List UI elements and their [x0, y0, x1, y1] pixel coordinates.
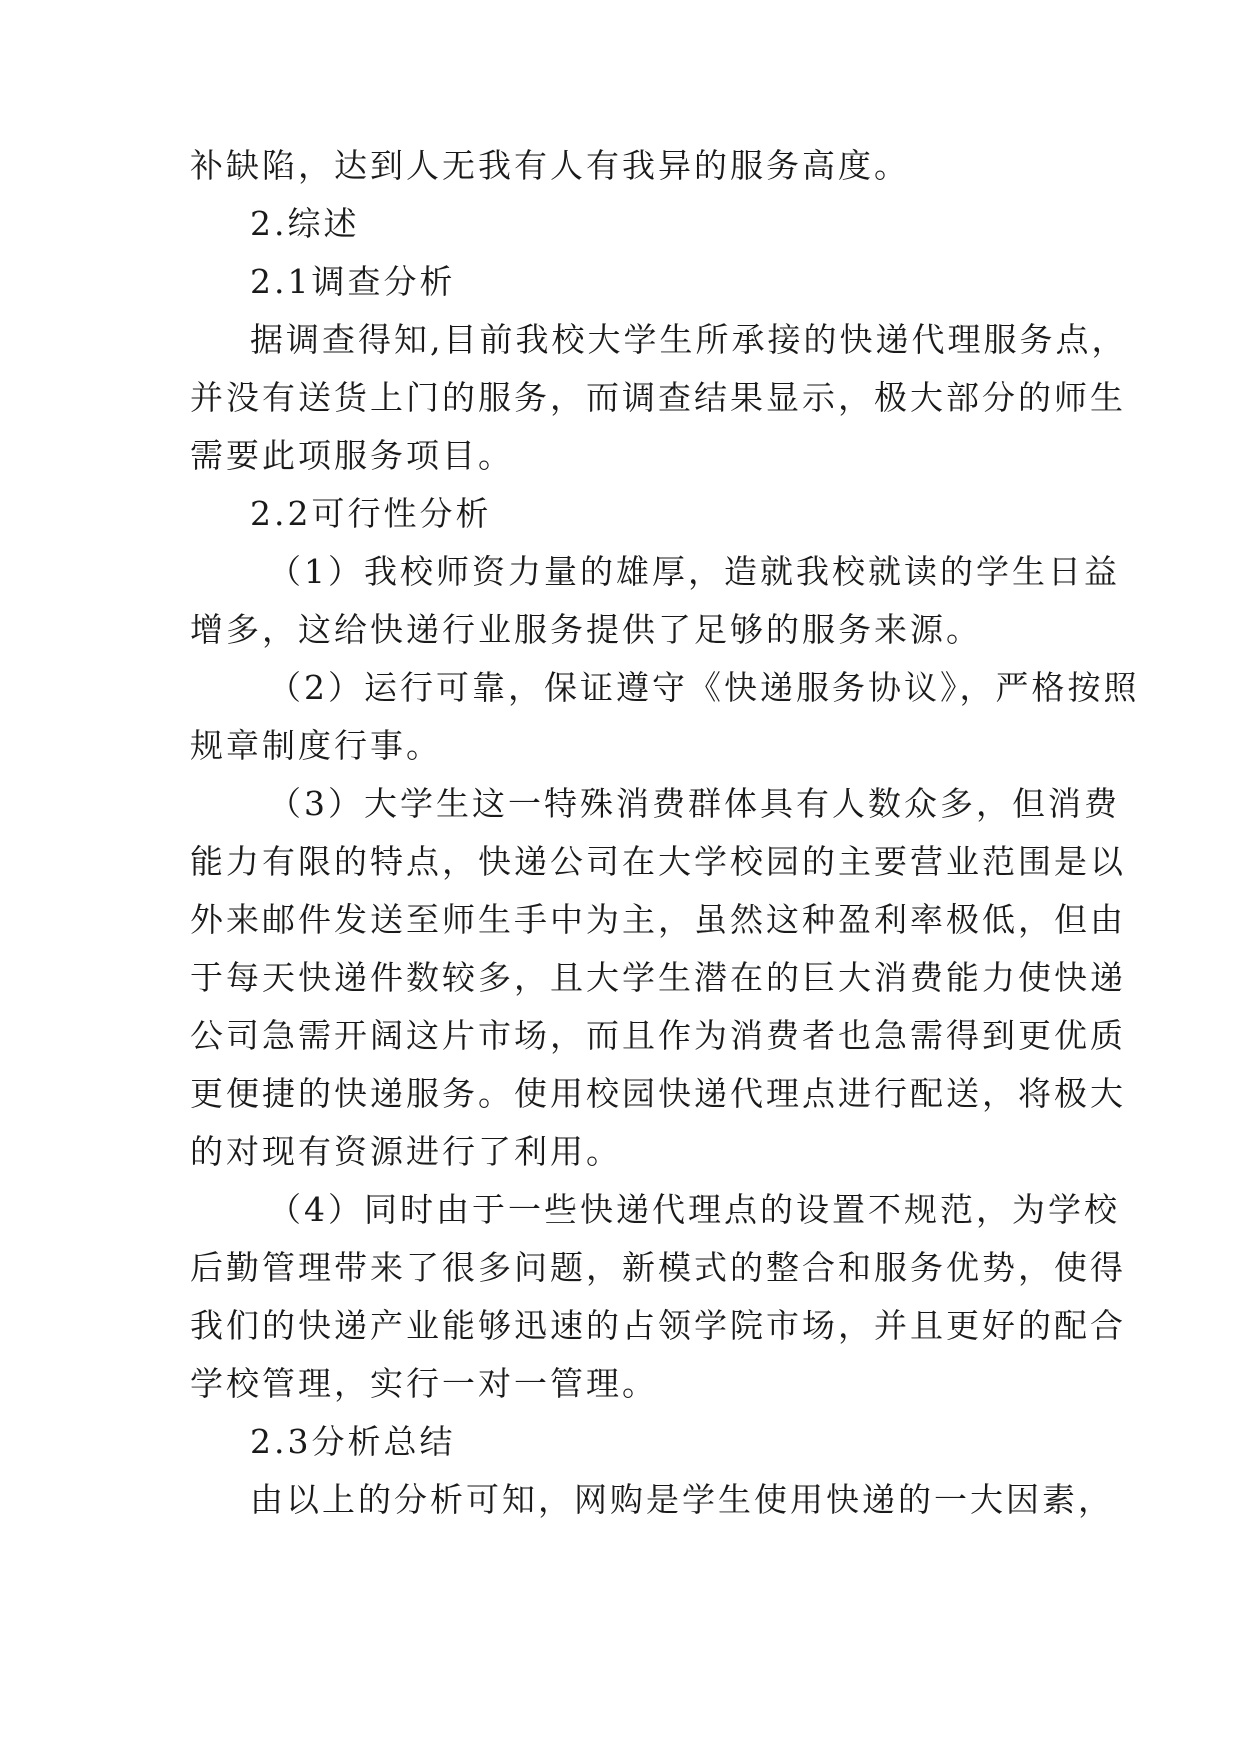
paragraph-line: 规章制度行事。 — [190, 726, 442, 765]
paragraph-line: 学校管理，实行一对一管理。 — [190, 1364, 658, 1403]
paragraph-line: 能力有限的特点，快递公司在大学校园的主要营业范围是以 — [190, 842, 1126, 881]
paragraph-line: 的对现有资源进行了利用。 — [190, 1132, 622, 1171]
paragraph-line: 补缺陷，达到人无我有人有我异的服务高度。 — [190, 146, 910, 185]
section-heading: 2.综述 — [250, 204, 360, 243]
list-item-line: （3）大学生这一特殊消费群体具有人数众多，但消费 — [268, 784, 1120, 823]
paragraph-line: 公司急需开阔这片市场，而且作为消费者也急需得到更优质 — [190, 1016, 1126, 1055]
subsection-heading: 2.1调查分析 — [250, 262, 456, 301]
paragraph-line: 由以上的分析可知，网购是学生使用快递的一大因素， — [250, 1480, 1114, 1519]
list-item-line: （1）我校师资力量的雄厚，造就我校就读的学生日益 — [268, 552, 1120, 591]
paragraph-line: 外来邮件发送至师生手中为主，虽然这种盈利率极低，但由 — [190, 900, 1126, 939]
paragraph-line: 我们的快递产业能够迅速的占领学院市场，并且更好的配合 — [190, 1306, 1126, 1345]
list-item-line: （2）运行可靠，保证遵守《快递服务协议》，严格按照 — [268, 668, 1140, 707]
paragraph-line: 据调查得知,目前我校大学生所承接的快递代理服务点， — [250, 320, 1128, 359]
paragraph-line: 增多，这给快递行业服务提供了足够的服务来源。 — [190, 610, 982, 649]
paragraph-line: 更便捷的快递服务。使用校园快递代理点进行配送，将极大 — [190, 1074, 1126, 1113]
paragraph-line: 后勤管理带来了很多问题，新模式的整合和服务优势，使得 — [190, 1248, 1126, 1287]
subsection-heading: 2.3分析总结 — [250, 1422, 456, 1461]
paragraph-line: 于每天快递件数较多，且大学生潜在的巨大消费能力使快递 — [190, 958, 1126, 997]
subsection-heading: 2.2可行性分析 — [250, 494, 492, 533]
list-item-line: （4）同时由于一些快递代理点的设置不规范，为学校 — [268, 1190, 1120, 1229]
paragraph-line: 并没有送货上门的服务，而调查结果显示，极大部分的师生 — [190, 378, 1126, 417]
paragraph-line: 需要此项服务项目。 — [190, 436, 514, 475]
